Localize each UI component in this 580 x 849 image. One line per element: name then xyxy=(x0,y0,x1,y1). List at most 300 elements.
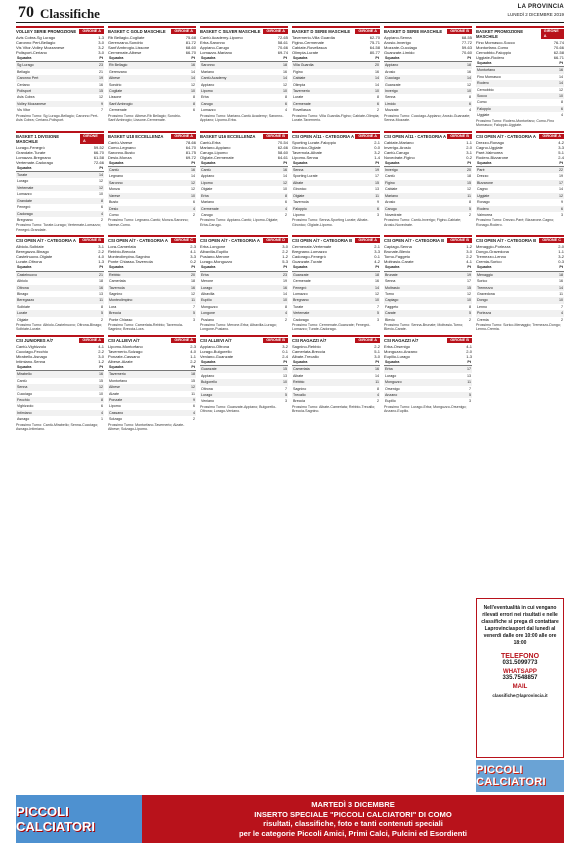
team-points: 19 xyxy=(90,75,104,81)
team-points: 21 xyxy=(85,271,104,278)
team-points: 6 xyxy=(272,101,288,107)
match-teams: Capiago-Senna xyxy=(384,244,412,250)
team-name: Porlezza xyxy=(476,310,544,316)
team-name: Cermenate xyxy=(200,206,268,212)
standings-table xyxy=(16,364,104,423)
team-name: Como xyxy=(109,212,119,217)
match-score: 2-1 xyxy=(374,139,380,145)
team-name: Cogliate xyxy=(108,88,179,94)
team-points: 12 xyxy=(283,82,287,87)
match-score: 70-66 xyxy=(553,45,564,50)
standings-panel xyxy=(292,335,380,432)
match-score: 2-1 xyxy=(374,244,380,250)
team-points: 3 xyxy=(285,399,287,404)
column-header: Pt xyxy=(172,160,196,167)
table-row xyxy=(16,271,104,278)
team-name: Cadorago xyxy=(293,317,309,322)
group-badge: GIRONE B xyxy=(447,134,472,139)
match-teams: Grandate-Turate xyxy=(16,149,46,155)
table-row xyxy=(200,167,288,174)
team-points: 10 xyxy=(547,93,564,99)
team-points: 8 xyxy=(377,386,379,391)
team-points: 10 xyxy=(283,187,287,192)
next-round: Prossimo Turno: Albate-Camerlata; Rebbio-Trecallo; Breccia-Sagnino. xyxy=(292,404,376,414)
team-name: Como xyxy=(477,100,487,105)
team-name: Fenegrò xyxy=(292,285,360,291)
team-points: 18 xyxy=(450,62,472,69)
team-points: 14 xyxy=(283,291,287,296)
team-points: 2 xyxy=(285,212,287,217)
table-row xyxy=(200,271,288,278)
match-teams: Beregazzo-Binago xyxy=(16,249,49,255)
team-name: Caronno Pert xyxy=(16,75,90,81)
competition-title: CSI JUNIORES A/7 xyxy=(16,337,54,343)
match-teams: Mirabello-Asnago xyxy=(16,353,48,359)
page-header xyxy=(0,0,580,28)
match-score: 2-0 xyxy=(466,144,472,150)
match-teams: Desio-Monza xyxy=(108,154,132,160)
competition-title: BASKET C GOLD MASCHILE xyxy=(108,29,166,34)
team-name: Beregazzo xyxy=(16,297,85,303)
team-points: 12 xyxy=(191,187,195,192)
standings-panel xyxy=(384,235,472,332)
table-header xyxy=(476,160,564,167)
group-badge: GIRONE B xyxy=(263,338,288,343)
team-points: 11 xyxy=(451,193,472,199)
team-name: Monteolimpino xyxy=(108,297,179,303)
competition-title: BASKET D SERIE MASCHILE xyxy=(384,29,443,34)
match-teams: Lora-Camerlata xyxy=(108,244,136,250)
standings-panel xyxy=(200,131,288,233)
team-name: Olgiate xyxy=(292,193,364,199)
team-points: 19 xyxy=(283,279,287,284)
team-name: Lurago xyxy=(200,392,266,398)
team-name: Lomazzo xyxy=(293,291,308,296)
match-score: 3-1 xyxy=(98,244,104,250)
match-teams: Mozzate-Cucciago xyxy=(384,45,418,50)
table-header xyxy=(384,55,472,62)
match-teams: Cremia-Sorico xyxy=(476,259,502,265)
team-points: 8 xyxy=(469,304,471,309)
match-teams: Cantù-Vighizzolo xyxy=(16,343,47,349)
team-points: 8 xyxy=(82,397,104,403)
team-points: 4 xyxy=(172,206,196,212)
column-header: Squadra xyxy=(108,364,176,371)
match-teams: Cabiate-Rovellasca xyxy=(292,45,327,50)
team-name: Blevio xyxy=(385,317,395,322)
team-name: Bregnano xyxy=(17,217,33,222)
team-points: 3 xyxy=(561,212,563,217)
team-name: Valmorea xyxy=(477,212,493,217)
column-header: Pt xyxy=(268,160,288,167)
standings-panel xyxy=(200,26,288,128)
panel-header xyxy=(292,26,380,35)
team-points: 11 xyxy=(191,391,195,396)
match-score: 66-70 xyxy=(185,50,196,55)
match-score: 81-72 xyxy=(185,40,196,45)
panel-header xyxy=(476,26,564,40)
team-name: Montorfano xyxy=(476,67,547,74)
panel-header xyxy=(476,235,564,244)
team-name: Intimiano xyxy=(16,410,82,416)
team-points: 18 xyxy=(99,279,103,284)
standings-table xyxy=(108,160,196,219)
team-points: 8 xyxy=(469,95,471,100)
match-teams: Eupilio-Lurago xyxy=(384,353,410,359)
team-points: 16 xyxy=(283,69,287,74)
standings-table xyxy=(476,160,564,219)
team-points: 10 xyxy=(99,192,103,197)
match-teams: Arosio-Inverigo xyxy=(384,40,411,45)
column-header: Squadra xyxy=(476,264,544,271)
match-teams: Cantù-Varese xyxy=(108,139,133,145)
team-points: 14 xyxy=(559,74,563,79)
team-name: Rovellasca xyxy=(293,108,311,113)
match-teams: Appiano-Carugo xyxy=(200,45,230,50)
standings-panel xyxy=(108,26,196,128)
team-name: Gerenzano xyxy=(109,69,127,74)
team-name: Lurago xyxy=(385,373,397,378)
match-score: 2-2 xyxy=(190,358,196,364)
competition-title: CSI OPEN A/11 - CATEGORIA A xyxy=(384,133,447,139)
table-header xyxy=(384,160,472,167)
match-teams: Guanzate-Turate xyxy=(292,259,323,265)
table-header xyxy=(200,160,288,167)
competition-title: CSI OPEN A/7 - CATEGORIA B xyxy=(292,238,353,244)
team-name: Lomazzo xyxy=(201,108,216,113)
team-name: Lipomo xyxy=(200,180,268,186)
team-name: Sagnino xyxy=(109,291,123,296)
group-badge: GIRONE A xyxy=(171,29,196,34)
team-points: 4 xyxy=(469,108,471,113)
team-points: 12 xyxy=(467,82,471,87)
panel-header xyxy=(16,335,104,344)
group-badge: GIRONE C xyxy=(171,238,196,243)
team-name: Oltrona xyxy=(16,285,85,291)
match-teams: Cucciago-Fecchio xyxy=(16,348,49,354)
match-score: 58-60 xyxy=(277,149,288,155)
match-teams: Tavernerio-Villa Guardia xyxy=(292,35,335,40)
match-score: 3-3 xyxy=(374,249,380,255)
team-points: 6 xyxy=(364,206,380,212)
table-row xyxy=(108,271,196,278)
standings-panel xyxy=(108,235,196,332)
match-score: 76-74 xyxy=(553,40,564,45)
column-header: Squadra xyxy=(200,160,268,167)
team-points: 18 xyxy=(176,371,196,378)
table-header xyxy=(16,264,104,271)
team-name: Cabiate xyxy=(385,187,398,192)
team-name: Monguzzo xyxy=(384,379,451,385)
team-name: Albate xyxy=(292,180,364,186)
team-points: 17 xyxy=(375,174,379,179)
table-header xyxy=(108,264,196,271)
team-points: 12 xyxy=(82,185,104,191)
team-points: 10 xyxy=(361,88,380,94)
team-name: Legnano xyxy=(109,174,123,179)
team-name: Cantù xyxy=(385,174,395,179)
team-name: Cremia xyxy=(477,317,489,322)
team-points: 16 xyxy=(375,69,379,74)
match-score: 59-63 xyxy=(461,45,472,50)
match-score: 0-1 xyxy=(282,348,288,354)
match-teams: Polisport-Ceriano xyxy=(16,50,47,55)
team-points: 12 xyxy=(191,82,195,87)
team-name: Erba xyxy=(384,366,451,373)
match-score: 2-2 xyxy=(98,348,104,354)
match-score: 59-52 xyxy=(93,144,104,150)
team-name: Sporting Lurate xyxy=(293,174,318,179)
team-points: 14 xyxy=(450,75,472,81)
team-name: Olgiate xyxy=(201,187,213,192)
team-points: 10 xyxy=(272,88,288,94)
match-score: 3-0 xyxy=(282,244,288,250)
match-teams: Monteolimpino-Sagnino xyxy=(108,254,151,260)
team-name: Faloppio xyxy=(292,206,364,212)
table-header xyxy=(16,165,104,172)
group-badge: GIRONE A xyxy=(80,134,104,144)
team-name: Arosio xyxy=(385,200,396,205)
table-row xyxy=(292,366,380,373)
match-teams: Cadorago-Fenegrò xyxy=(292,254,326,260)
team-points: 12 xyxy=(99,95,103,100)
column-header: Squadra xyxy=(16,264,85,271)
match-score: 0-0 xyxy=(374,144,380,150)
match-score: 62-58 xyxy=(553,50,564,55)
team-points: 10 xyxy=(179,88,196,94)
phone-label: TELEFONO xyxy=(500,653,540,660)
team-name: Figino xyxy=(384,180,451,186)
errors-contact-box xyxy=(476,598,564,758)
team-points: 2 xyxy=(469,212,471,217)
competition-title: CSI OPEN A/7 - CATEGORIA B xyxy=(384,238,445,244)
team-name: Drezzo xyxy=(477,174,489,179)
team-name: Moltrasio xyxy=(384,285,449,291)
standings-table xyxy=(16,165,104,224)
team-name: Carugo xyxy=(201,212,213,217)
team-name: Senna xyxy=(385,279,396,284)
team-name: Busto xyxy=(109,200,119,205)
match-score: 70-66 xyxy=(277,45,288,50)
team-name: Mozzate xyxy=(385,108,399,113)
column-header: Pt xyxy=(449,264,472,271)
match-score: 2-0 xyxy=(466,348,472,354)
team-points: 6 xyxy=(361,101,380,107)
standings-table xyxy=(200,160,288,219)
team-name: Sant'Ambrogio xyxy=(108,101,179,107)
team-name: Bregnano xyxy=(292,297,360,303)
team-points: 14 xyxy=(191,174,195,179)
competition-title: CSI OPEN A/7 - CATEGORIA A xyxy=(16,238,76,244)
team-points: 6 xyxy=(193,200,195,205)
team-name: Sg Lurago xyxy=(16,62,90,69)
match-score: 58-61 xyxy=(277,40,288,45)
team-points: 14 xyxy=(361,75,380,81)
team-name: Alzate xyxy=(109,391,119,396)
team-points: 16 xyxy=(268,167,288,174)
team-name: Rebbio xyxy=(292,379,359,385)
match-teams: Cermenate-Albese xyxy=(108,50,142,55)
table-row xyxy=(384,167,472,174)
team-name: Cermenate xyxy=(109,108,127,113)
team-name: Lipomo xyxy=(109,404,121,409)
team-points: 8 xyxy=(268,193,288,199)
team-name: Veniano xyxy=(201,399,214,404)
team-points: 4 xyxy=(561,113,563,118)
panel-header xyxy=(292,235,380,244)
team-name: Cermenate xyxy=(293,279,311,284)
team-name: Cantù xyxy=(200,167,268,174)
team-points: 14 xyxy=(559,187,563,192)
competition-title: CSI ALLIEVI A/7 xyxy=(200,337,232,343)
team-points: 3 xyxy=(377,212,379,217)
panel-header xyxy=(108,131,196,140)
table-row xyxy=(108,62,196,69)
team-name: Polisport xyxy=(16,88,90,94)
match-teams: Cantù-Carugo xyxy=(384,149,410,155)
match-score: 77-72 xyxy=(461,40,472,45)
team-name: Lurago xyxy=(200,285,267,291)
team-points: 15 xyxy=(266,366,288,373)
column-header: Squadra xyxy=(292,359,359,366)
mail-address: classifiche@laprovincia.it xyxy=(492,693,548,698)
column-header: Pt xyxy=(544,264,564,271)
team-name: Solbiate xyxy=(17,304,30,309)
match-score: 0-2 xyxy=(190,259,196,265)
team-name: Turate xyxy=(16,172,82,179)
standings-table xyxy=(108,264,196,323)
team-points: 16 xyxy=(359,366,380,373)
column-header: Pt xyxy=(451,359,472,366)
match-teams: Mariano-Appiano xyxy=(200,144,231,150)
match-teams: Como-Legnano xyxy=(108,144,136,150)
team-name: Appiano xyxy=(384,62,450,69)
team-points: 4 xyxy=(268,206,288,212)
team-points: 12 xyxy=(467,291,471,296)
team-name: Camerlata xyxy=(292,366,359,373)
team-name: Cagno xyxy=(477,187,488,192)
panel-header xyxy=(200,26,288,35)
next-round: Prossimo Turno: Guanzate-Appiano; Bulgorello-Oltrona; Lurago-Veniano. xyxy=(200,404,277,414)
next-round: Prossimo Turno: Sorico-Menaggio; Tremezzo-Dongo; Lenno-Cremia. xyxy=(476,322,561,332)
match-teams: Vis Vitor-Volley Mozzanese xyxy=(16,45,65,50)
team-name: Mariano xyxy=(201,200,214,205)
team-name: Cadorago xyxy=(16,211,82,217)
panel-header xyxy=(384,131,472,140)
team-name: Pusiano xyxy=(201,317,214,322)
team-name: Saronno xyxy=(108,180,172,186)
team-name: Monguzzo xyxy=(201,304,218,309)
match-score: 3-2 xyxy=(282,343,288,349)
standings-panel xyxy=(384,335,472,432)
table-row xyxy=(384,62,472,69)
standings-panel xyxy=(16,26,104,128)
match-score: 69-72 xyxy=(185,154,196,160)
column-header: Pt xyxy=(361,55,380,62)
team-points: 3 xyxy=(377,317,379,322)
next-round: Prossimo Turno: Sg Lurago-Bellagio; Caronno Pert-Avis Cobra; Ceriano-Polisport. xyxy=(16,113,99,123)
column-header: Squadra xyxy=(292,160,364,167)
standings-table xyxy=(16,55,104,114)
standings-panel xyxy=(292,235,380,332)
standings-panel xyxy=(16,235,104,332)
team-name: Erba xyxy=(200,193,268,199)
competition-title: BASKET C SILVER MASCHILE xyxy=(200,29,261,34)
match-teams: Rodero-Bizzarone xyxy=(476,154,509,160)
team-points: 12 xyxy=(191,291,195,296)
team-points: 6 xyxy=(101,404,103,409)
team-points: 6 xyxy=(450,101,472,107)
team-points: 13 xyxy=(283,373,287,378)
table-header xyxy=(108,160,196,167)
team-name: Brunate xyxy=(384,271,449,278)
match-teams: Castelnuovo-Olgiate xyxy=(16,254,53,260)
group-badge: GIRONE A xyxy=(355,338,380,343)
panel-header xyxy=(108,26,196,35)
group-badge: GIRONE C xyxy=(539,238,564,243)
match-score: 68-60 xyxy=(185,45,196,50)
column-header: Pt xyxy=(547,60,564,67)
whatsapp-label: WHATSAPP xyxy=(503,669,537,675)
team-points: 4 xyxy=(82,211,104,217)
team-points: 10 xyxy=(449,297,472,303)
match-score: 72-66 xyxy=(93,159,104,165)
match-teams: Rb Bellagio-Cogliate xyxy=(108,35,145,40)
team-name: Grandate xyxy=(16,198,82,204)
team-name: Uggiate xyxy=(477,113,490,118)
team-name: Fino Mornasco xyxy=(477,74,501,79)
team-name: Cantù Academy xyxy=(200,75,272,81)
team-name: Inverigo xyxy=(384,167,451,174)
section-title: Classifiche xyxy=(40,6,100,21)
panel-header xyxy=(200,235,288,244)
table-row xyxy=(292,271,380,278)
team-name: Longone xyxy=(200,310,267,316)
team-points: 4 xyxy=(285,108,287,113)
team-points: 14 xyxy=(82,172,104,179)
next-round: Prossimo Turno: Senna-Sporting Lurate; Albate-Gironico; Olgiate-Lipomo. xyxy=(292,218,369,227)
team-points: 13 xyxy=(467,373,471,378)
column-header: Squadra xyxy=(108,160,172,167)
match-teams: Cantù-Erba xyxy=(200,139,221,145)
team-name: Uggiate xyxy=(476,193,542,199)
team-points: 17 xyxy=(542,180,564,186)
table-header xyxy=(292,264,380,271)
match-teams: Cabiate-Mariano xyxy=(384,139,414,145)
team-points: 8 xyxy=(101,304,103,309)
team-points: 2 xyxy=(101,217,103,222)
team-name: Lurago xyxy=(17,179,29,184)
team-name: Carugo xyxy=(384,206,451,212)
team-name: Lenno xyxy=(477,304,487,309)
team-points: 14 xyxy=(272,75,288,81)
match-teams: Albese-Alzate xyxy=(108,358,133,364)
table-row xyxy=(384,366,472,373)
table-row xyxy=(384,271,472,278)
team-points: 19 xyxy=(449,271,472,278)
standings-table xyxy=(200,55,288,114)
standings-table xyxy=(384,264,472,323)
mail-label: MAIL xyxy=(512,684,528,690)
standings-table xyxy=(292,160,380,219)
standings-panel xyxy=(476,131,564,233)
table-header xyxy=(200,55,288,62)
team-name: Castelnuovo xyxy=(16,271,85,278)
logo-text: PICCOLI CALCIATORI xyxy=(476,764,546,788)
team-points: 5 xyxy=(179,310,196,316)
team-name: Bellagio xyxy=(17,69,30,74)
team-name: Albese xyxy=(108,384,176,390)
